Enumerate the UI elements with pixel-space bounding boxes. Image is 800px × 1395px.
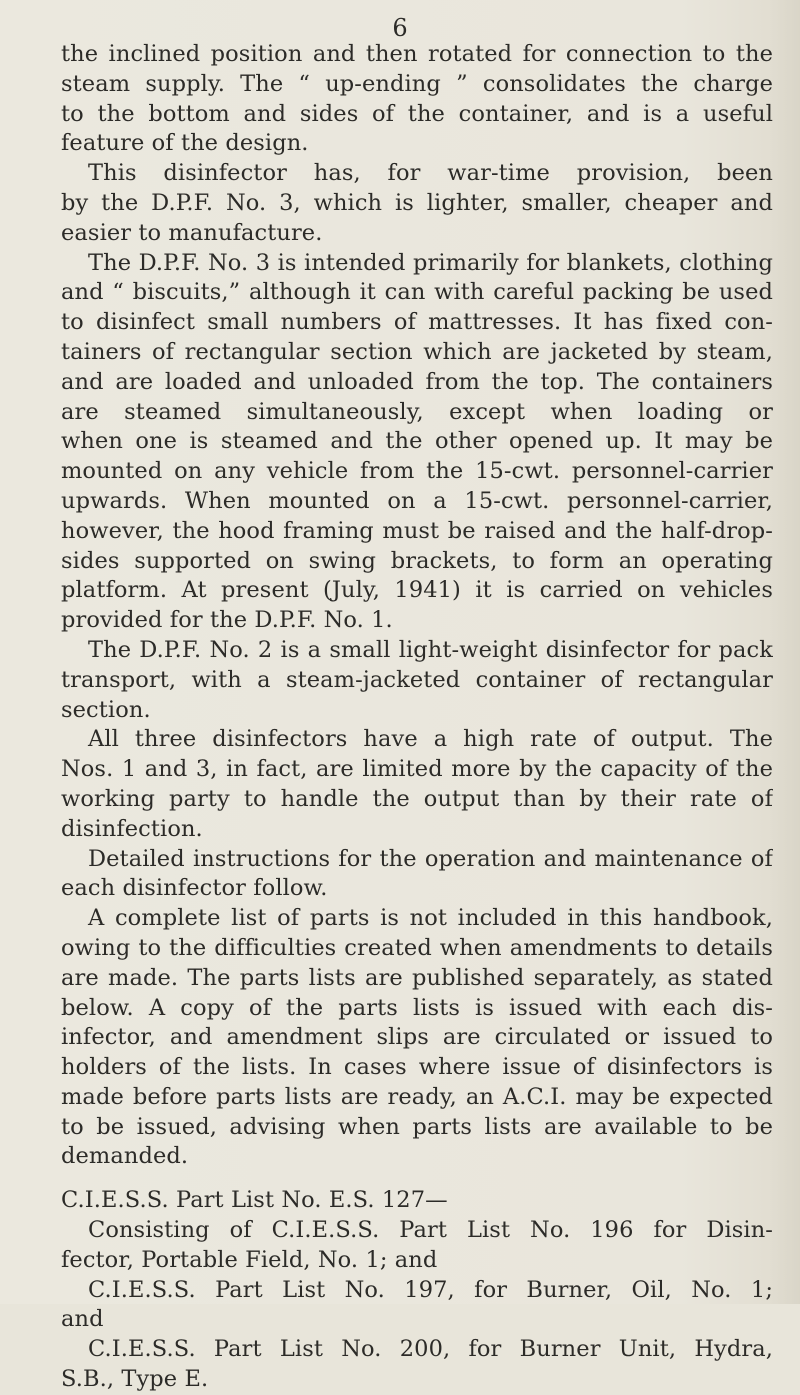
text-line: infector, and amendment slips are circulated or issued to <box>61 1024 773 1051</box>
page-number: 6 <box>392 14 408 42</box>
parts-list-entry: C.I.E.S.S. Part List No. 200, for Burner Unit, Hydra, <box>88 1336 773 1363</box>
paragraph-start-line: A complete list of parts is not included in this handbook, <box>88 905 773 932</box>
text-line: section. <box>61 696 151 723</box>
text-line: are made. The parts lists are published separately, as stated <box>61 964 773 991</box>
text-line: and “ biscuits,” although it can with careful packing be used <box>61 279 773 306</box>
text-line: S.B., Type E. <box>61 1366 209 1393</box>
paragraph-start-line: All three disinfectors have a high rate of output. The <box>88 726 773 753</box>
text-line: Nos. 1 and 3, in fact, are limited more by the capacity of the <box>61 756 773 783</box>
text-line: to disinfect small numbers of mattresses. It has fixed con- <box>61 309 773 336</box>
text-line: the inclined position and then rotated for connection to the <box>61 41 773 67</box>
text-line: mounted on any vehicle from the 15-cwt. personnel-carrier <box>61 458 773 485</box>
parts-list-entry: Consisting of C.I.E.S.S. Part List No. 196 for Disin- <box>88 1217 773 1244</box>
text-line: platform. At present (July, 1941) it is carried on vehicles <box>61 577 773 604</box>
text-line: steam supply. The “ up-ending ” consolidates the charge <box>61 70 773 97</box>
text-line: made before parts lists are ready, an A.C.I. may be expected <box>61 1083 773 1110</box>
paragraph-start-line: The D.P.F. No. 3 is intended primarily for blankets, clothing <box>88 249 773 276</box>
text-line: and <box>61 1306 104 1333</box>
text-line: however, the hood framing must be raised and the half-drop- <box>61 517 773 544</box>
text-line: when one is steamed and the other opened up. It may be <box>61 428 773 455</box>
text-line: to the bottom and sides of the container, and is a useful <box>61 100 773 127</box>
text-line: disinfection. <box>61 815 203 842</box>
text-line: are steamed simultaneously, except when loading or <box>61 398 773 425</box>
text-line: tainers of rectangular section which are jacketed by steam, <box>61 338 773 365</box>
text-line: upwards. When mounted on a 15-cwt. personnel-carrier, <box>61 487 773 514</box>
text-line: by the D.P.F. No. 3, which is lighter, smaller, cheaper and <box>61 189 773 216</box>
text-line: and are loaded and unloaded from the top. The containers <box>61 368 773 395</box>
paragraph-start-line: The D.P.F. No. 2 is a small light-weight disinfector for pack <box>88 636 773 663</box>
text-line: each disinfector follow. <box>61 875 328 902</box>
text-line: owing to the difficulties created when amendments to details <box>61 934 773 961</box>
text-line: fector, Portable Field, No. 1; and <box>61 1246 438 1273</box>
paragraph-start-line: This disinfector has, for war-time provision, been <box>88 160 773 187</box>
parts-list-entry: C.I.E.S.S. Part List No. 197, for Burner, Oil, No. 1; <box>88 1276 773 1303</box>
text-line: demanded. <box>61 1143 189 1170</box>
text-line: feature of the design. <box>61 130 309 157</box>
text-line: to be issued, advising when parts lists are available to be <box>61 1113 773 1140</box>
text-line: holders of the lists. In cases where issue of disinfectors is <box>61 1054 773 1081</box>
text-line: below. A copy of the parts lists is issued with each dis- <box>61 994 773 1021</box>
body-text <box>61 40 773 1395</box>
text-line: working party to handle the output than by their rate of <box>61 785 773 812</box>
text-line: easier to manufacture. <box>61 219 323 246</box>
text-line: provided for the D.P.F. No. 1. <box>61 607 393 634</box>
parts-list-heading: C.I.E.S.S. Part List No. E.S. 127— <box>61 1187 448 1214</box>
text-line: sides supported on swing brackets, to form an operating <box>61 547 773 574</box>
paragraph-start-line: Detailed instructions for the operation and maintenance of <box>88 845 773 872</box>
text-line: transport, with a steam-jacketed container of rectangular <box>61 666 773 693</box>
